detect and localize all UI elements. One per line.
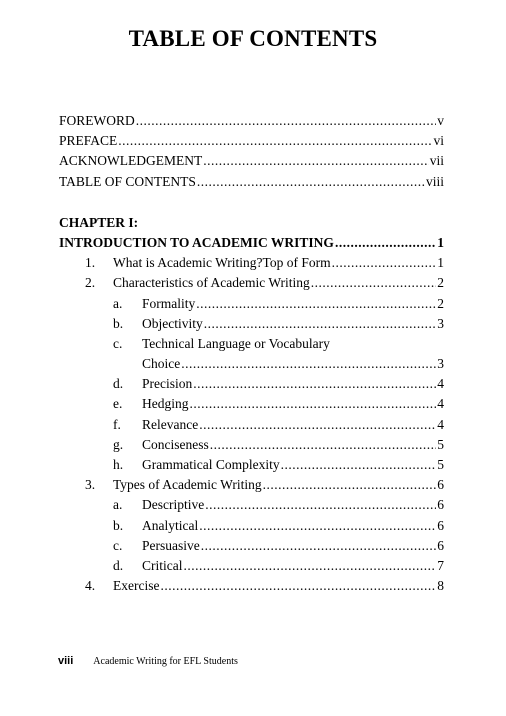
page-title: TABLE OF CONTENTS	[128, 26, 378, 51]
section-page: 8	[437, 578, 444, 594]
toc-entry-table-of-contents	[59, 174, 444, 194]
subsection-letter: d.	[113, 376, 124, 392]
subsection-page: 2	[437, 295, 444, 311]
toc-subsection-2c-continued	[59, 356, 444, 376]
toc-subsection-2a	[59, 296, 444, 316]
table-of-contents	[59, 113, 444, 598]
subsection-letter: c.	[113, 537, 123, 553]
section-page: 2	[437, 275, 444, 291]
subsection-page: 3	[437, 315, 444, 331]
section-number: 4.	[85, 578, 96, 594]
section-label: Exercise	[113, 578, 160, 594]
subsection-label: Formality	[142, 295, 196, 311]
footer-book-title: Academic Writing for EFL Students	[93, 656, 238, 667]
subsection-label: Critical	[142, 557, 183, 573]
chapter-title: INTRODUCTION TO ACADEMIC WRITING	[59, 234, 334, 250]
subsection-page: 6	[437, 517, 444, 533]
toc-subsection-2h	[59, 457, 444, 477]
toc-section-1	[59, 255, 444, 275]
toc-entry-label: PREFACE	[59, 133, 118, 149]
dot-leader	[332, 255, 437, 271]
dot-leader	[196, 296, 436, 312]
subsection-letter: b.	[113, 315, 124, 331]
dot-leader	[311, 275, 436, 291]
toc-subsection-2d	[59, 376, 444, 396]
subsection-label: Hedging	[142, 396, 189, 412]
dot-leader	[335, 235, 436, 251]
section-number: 1.	[85, 255, 96, 271]
toc-subsection-2c	[59, 336, 444, 356]
subsection-letter: g.	[113, 436, 124, 452]
toc-entry-label: TABLE OF CONTENTS	[59, 173, 196, 189]
toc-subsection-2g	[59, 437, 444, 457]
subsection-letter: d.	[113, 557, 124, 573]
footer-page-number: viii	[58, 655, 74, 667]
dot-leader	[190, 396, 437, 412]
subsection-page: 4	[437, 376, 444, 392]
toc-entry-label: FOREWORD	[59, 113, 135, 128]
dot-leader	[204, 316, 437, 332]
subsection-page: 7	[437, 557, 444, 573]
toc-subsection-3c	[59, 538, 444, 558]
chapter-title-entry	[59, 235, 444, 255]
toc-entry-acknowledgement	[59, 153, 444, 173]
section-number: 3.	[85, 477, 96, 493]
section-number: 2.	[85, 275, 96, 291]
subsection-label: Persuasive	[142, 537, 200, 553]
dot-leader	[210, 437, 437, 453]
page-footer	[58, 655, 238, 667]
dot-leader	[193, 376, 436, 392]
subsection-label-continued: Choice	[142, 356, 181, 372]
dot-leader	[199, 417, 436, 433]
dot-leader	[160, 578, 436, 594]
section-label: Types of Academic Writing	[113, 477, 262, 493]
chapter-heading	[59, 215, 444, 235]
toc-subsection-3b	[59, 518, 444, 538]
toc-entry-label: ACKNOWLEDGEMENT	[59, 153, 203, 169]
dot-leader	[203, 153, 429, 169]
section-label: What is Academic Writing?Top of Form	[113, 255, 331, 271]
subsection-page: 6	[437, 537, 444, 553]
subsection-letter: e.	[113, 396, 123, 412]
dot-leader	[201, 538, 437, 554]
toc-subsection-3d	[59, 558, 444, 578]
subsection-label: Conciseness	[142, 436, 209, 452]
toc-entry-page: v	[437, 113, 444, 128]
dot-leader	[199, 518, 436, 534]
toc-entry-page: vi	[433, 133, 444, 149]
dot-leader	[197, 174, 425, 190]
toc-subsection-3a	[59, 497, 444, 517]
dot-leader	[136, 113, 436, 129]
section-label: Characteristics of Academic Writing	[113, 275, 310, 291]
subsection-page: 4	[437, 396, 444, 412]
dot-leader	[118, 133, 432, 149]
dot-leader	[205, 497, 436, 513]
subsection-label: Precision	[142, 376, 193, 392]
toc-entry-preface	[59, 133, 444, 153]
subsection-page: 5	[437, 436, 444, 452]
subsection-label: Relevance	[142, 416, 199, 432]
chapter-page: 1	[437, 234, 444, 250]
toc-section-2	[59, 275, 444, 295]
toc-subsection-2b	[59, 316, 444, 336]
subsection-label: Technical Language or Vocabulary	[142, 335, 330, 351]
toc-subsection-2f	[59, 417, 444, 437]
toc-entry-page: vii	[429, 153, 444, 169]
toc-entry-page: viii	[425, 173, 444, 189]
toc-entry-foreword	[59, 113, 444, 133]
spacer	[59, 194, 444, 215]
toc-subsection-2e	[59, 396, 444, 416]
subsection-page: 6	[437, 497, 444, 513]
subsection-label: Analytical	[142, 517, 199, 533]
dot-leader	[184, 558, 437, 574]
subsection-label: Descriptive	[142, 497, 205, 513]
dot-leader	[263, 477, 437, 493]
subsection-letter: c.	[113, 335, 123, 351]
subsection-page: 3	[437, 356, 444, 372]
dot-leader	[281, 457, 437, 473]
subsection-letter: a.	[113, 497, 123, 513]
section-page: 1	[437, 255, 444, 271]
toc-section-4	[59, 578, 444, 598]
subsection-page: 5	[437, 457, 444, 472]
toc-section-3	[59, 477, 444, 497]
subsection-letter: h.	[113, 457, 124, 472]
section-page: 6	[437, 477, 444, 493]
subsection-label: Objectivity	[142, 315, 203, 331]
chapter-number: CHAPTER I:	[59, 214, 139, 230]
dot-leader	[181, 356, 436, 372]
subsection-letter: a.	[113, 295, 123, 311]
subsection-letter: b.	[113, 517, 124, 533]
subsection-letter: f.	[113, 416, 121, 432]
subsection-page: 4	[437, 416, 444, 432]
subsection-label: Grammatical Complexity	[142, 457, 280, 472]
